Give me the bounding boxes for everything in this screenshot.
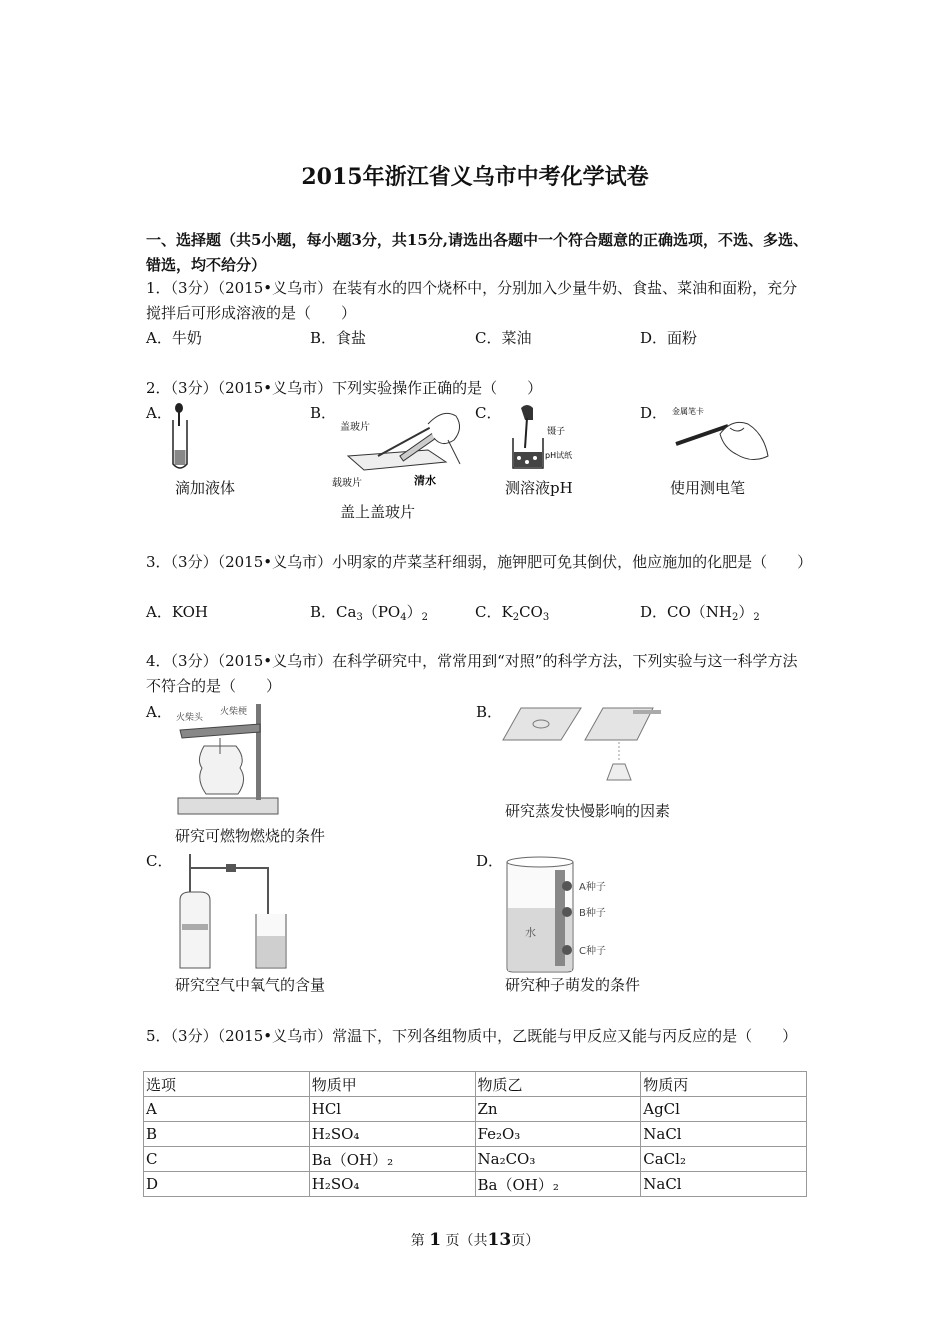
q2-option-d[interactable]: D． bbox=[640, 404, 668, 422]
ph-test-figure bbox=[503, 402, 593, 472]
footer-text: 页） bbox=[511, 1233, 540, 1249]
q3-d-sub: 2 bbox=[732, 612, 739, 623]
table-cell: NaCl bbox=[641, 1122, 807, 1147]
q3-d-sub: 2 bbox=[753, 612, 760, 623]
q3-d-part: D．CO（NH bbox=[640, 603, 733, 621]
dropper-test-tube-figure bbox=[168, 402, 198, 472]
table-header-cell: 物质乙 bbox=[475, 1072, 641, 1097]
label-ph-paper: pH试纸 bbox=[545, 451, 573, 460]
q1-option-b[interactable]: B．食盐 bbox=[310, 329, 367, 347]
q4-caption-a: 研究可燃物燃烧的条件 bbox=[175, 827, 326, 845]
q1-option-a[interactable]: A．牛奶 bbox=[146, 329, 202, 347]
table-row bbox=[144, 1122, 807, 1147]
page-footer bbox=[0, 1230, 950, 1250]
q4-option-c[interactable]: C． bbox=[146, 852, 173, 870]
combustion-apparatus-figure bbox=[176, 702, 286, 818]
q2-caption-a: 滴加液体 bbox=[175, 479, 236, 497]
seed-germination-figure bbox=[503, 852, 633, 974]
q5-table bbox=[143, 1071, 807, 1197]
table-cell: D bbox=[144, 1172, 310, 1197]
table-cell: A bbox=[144, 1097, 310, 1122]
question-2-stem: 2．（3分）（2015•义乌市）下列实验操作正确的是（ ） bbox=[146, 379, 543, 397]
label-match-stick: 火柴梗 bbox=[220, 707, 248, 717]
label-metal-clip: 金属笔卡 bbox=[672, 407, 704, 416]
q3-b-sub: 3 bbox=[356, 612, 363, 623]
oxygen-apparatus-figure bbox=[176, 852, 296, 972]
label-seed-a: A种子 bbox=[579, 882, 606, 893]
table-cell: Ba（OH）₂ bbox=[475, 1172, 641, 1197]
q4-option-b[interactable]: B． bbox=[476, 703, 503, 721]
q3-option-b[interactable] bbox=[310, 601, 428, 623]
table-row bbox=[144, 1097, 807, 1122]
question-5-stem: 5．（3分）（2015•义乌市）常温下，下列各组物质中，乙既能与甲反应又能与丙反应的是（ ） bbox=[146, 1027, 798, 1045]
total-pages: 13 bbox=[487, 1230, 512, 1250]
label-match-head: 火柴头 bbox=[176, 713, 204, 723]
q4-caption-d: 研究种子萌发的条件 bbox=[505, 976, 641, 994]
q2-option-b[interactable]: B． bbox=[310, 404, 337, 422]
q4-option-a[interactable]: A． bbox=[146, 703, 172, 721]
q2-option-c[interactable]: C． bbox=[475, 404, 502, 422]
q4-caption-c: 研究空气中氧气的含量 bbox=[175, 976, 326, 994]
test-pencil-figure bbox=[670, 404, 770, 470]
q3-c-sub: 2 bbox=[512, 612, 520, 623]
footer-text: 第 bbox=[410, 1233, 425, 1249]
q3-b-part: B．Ca bbox=[310, 603, 357, 621]
table-cell: CaCl₂ bbox=[641, 1147, 807, 1172]
table-cell: H₂SO₄ bbox=[309, 1172, 475, 1197]
page-title: 2015年浙江省义乌市中考化学试卷 bbox=[301, 164, 649, 190]
table-cell: Fe₂O₃ bbox=[475, 1122, 641, 1147]
q3-b-part: ） bbox=[406, 603, 422, 621]
label-slide: 载玻片 bbox=[332, 478, 362, 489]
q3-d-part: ） bbox=[738, 603, 754, 621]
label-seed-c: C种子 bbox=[579, 946, 606, 957]
question-4-stem: 4．（3分）（2015•义乌市）在科学研究中，常常用到“对照”的科学方法，下列实验与这一科学方法不符合的是（ ） bbox=[146, 652, 798, 695]
q4-option-d[interactable]: D． bbox=[476, 852, 504, 870]
q3-option-c[interactable] bbox=[475, 601, 549, 623]
table-header-cell: 选项 bbox=[144, 1072, 310, 1097]
evaporation-figure bbox=[503, 702, 663, 792]
q3-c-sub: 3 bbox=[542, 612, 550, 623]
label-tweezers: 镊子 bbox=[547, 427, 566, 437]
table-cell: B bbox=[144, 1122, 310, 1147]
page-number: 1 bbox=[429, 1230, 442, 1250]
table-cell: AgCl bbox=[641, 1097, 807, 1122]
cover-slip-figure bbox=[332, 404, 468, 489]
table-cell: H₂SO₄ bbox=[309, 1122, 475, 1147]
section-heading: 一、选择题（共5小题，每小题3分，共15分,请选出各题中一个符合题意的正确选项，不选、多选、错选，均不给分） bbox=[146, 231, 808, 274]
table-cell: C bbox=[144, 1147, 310, 1172]
table-header-row bbox=[144, 1072, 807, 1097]
q2-caption-c: 测溶液pH bbox=[505, 479, 573, 497]
table-cell: HCl bbox=[309, 1097, 475, 1122]
q3-option-a[interactable]: A．KOH bbox=[146, 603, 209, 621]
table-row bbox=[144, 1172, 807, 1197]
table-header-cell: 物质丙 bbox=[641, 1072, 807, 1097]
table-cell: Na₂CO₃ bbox=[475, 1147, 641, 1172]
q3-option-d[interactable] bbox=[640, 601, 760, 623]
table-cell: Ba（OH）₂ bbox=[309, 1147, 475, 1172]
label-cover-slip: 盖玻片 bbox=[340, 422, 370, 433]
q2-option-a[interactable]: A． bbox=[146, 404, 172, 422]
q3-b-sub: 2 bbox=[421, 612, 428, 623]
q2-caption-d: 使用测电笔 bbox=[670, 479, 746, 497]
table-header-cell: 物质甲 bbox=[309, 1072, 475, 1097]
label-seed-b: B种子 bbox=[579, 908, 606, 919]
q1-option-c[interactable]: C．菜油 bbox=[475, 329, 532, 347]
table-cell: Zn bbox=[475, 1097, 641, 1122]
q1-option-d[interactable]: D．面粉 bbox=[640, 329, 698, 347]
q3-b-part: （PO bbox=[362, 603, 401, 621]
question-1-stem: 1．（3分）（2015•义乌市）在装有水的四个烧杯中，分别加入少量牛奶、食盐、菜油和面粉，充分搅拌后可形成溶液的是（ ） bbox=[146, 279, 798, 322]
q2-caption-b: 盖上盖玻片 bbox=[340, 503, 416, 521]
q4-caption-b: 研究蒸发快慢影响的因素 bbox=[505, 802, 671, 820]
table-row bbox=[144, 1147, 807, 1172]
label-water-d: 水 bbox=[525, 926, 536, 939]
question-3-stem: 3．（3分）（2015•义乌市）小明家的芹菜茎秆细弱，施钾肥可免其倒伏，他应施加的化肥是（ ） bbox=[146, 553, 813, 571]
q3-c-part: C．K bbox=[475, 603, 513, 621]
table-cell: NaCl bbox=[641, 1172, 807, 1197]
footer-text: 页（共 bbox=[445, 1233, 488, 1249]
label-water: 清水 bbox=[414, 474, 436, 487]
q3-b-sub: 4 bbox=[400, 612, 407, 623]
q3-c-part: CO bbox=[519, 603, 543, 621]
